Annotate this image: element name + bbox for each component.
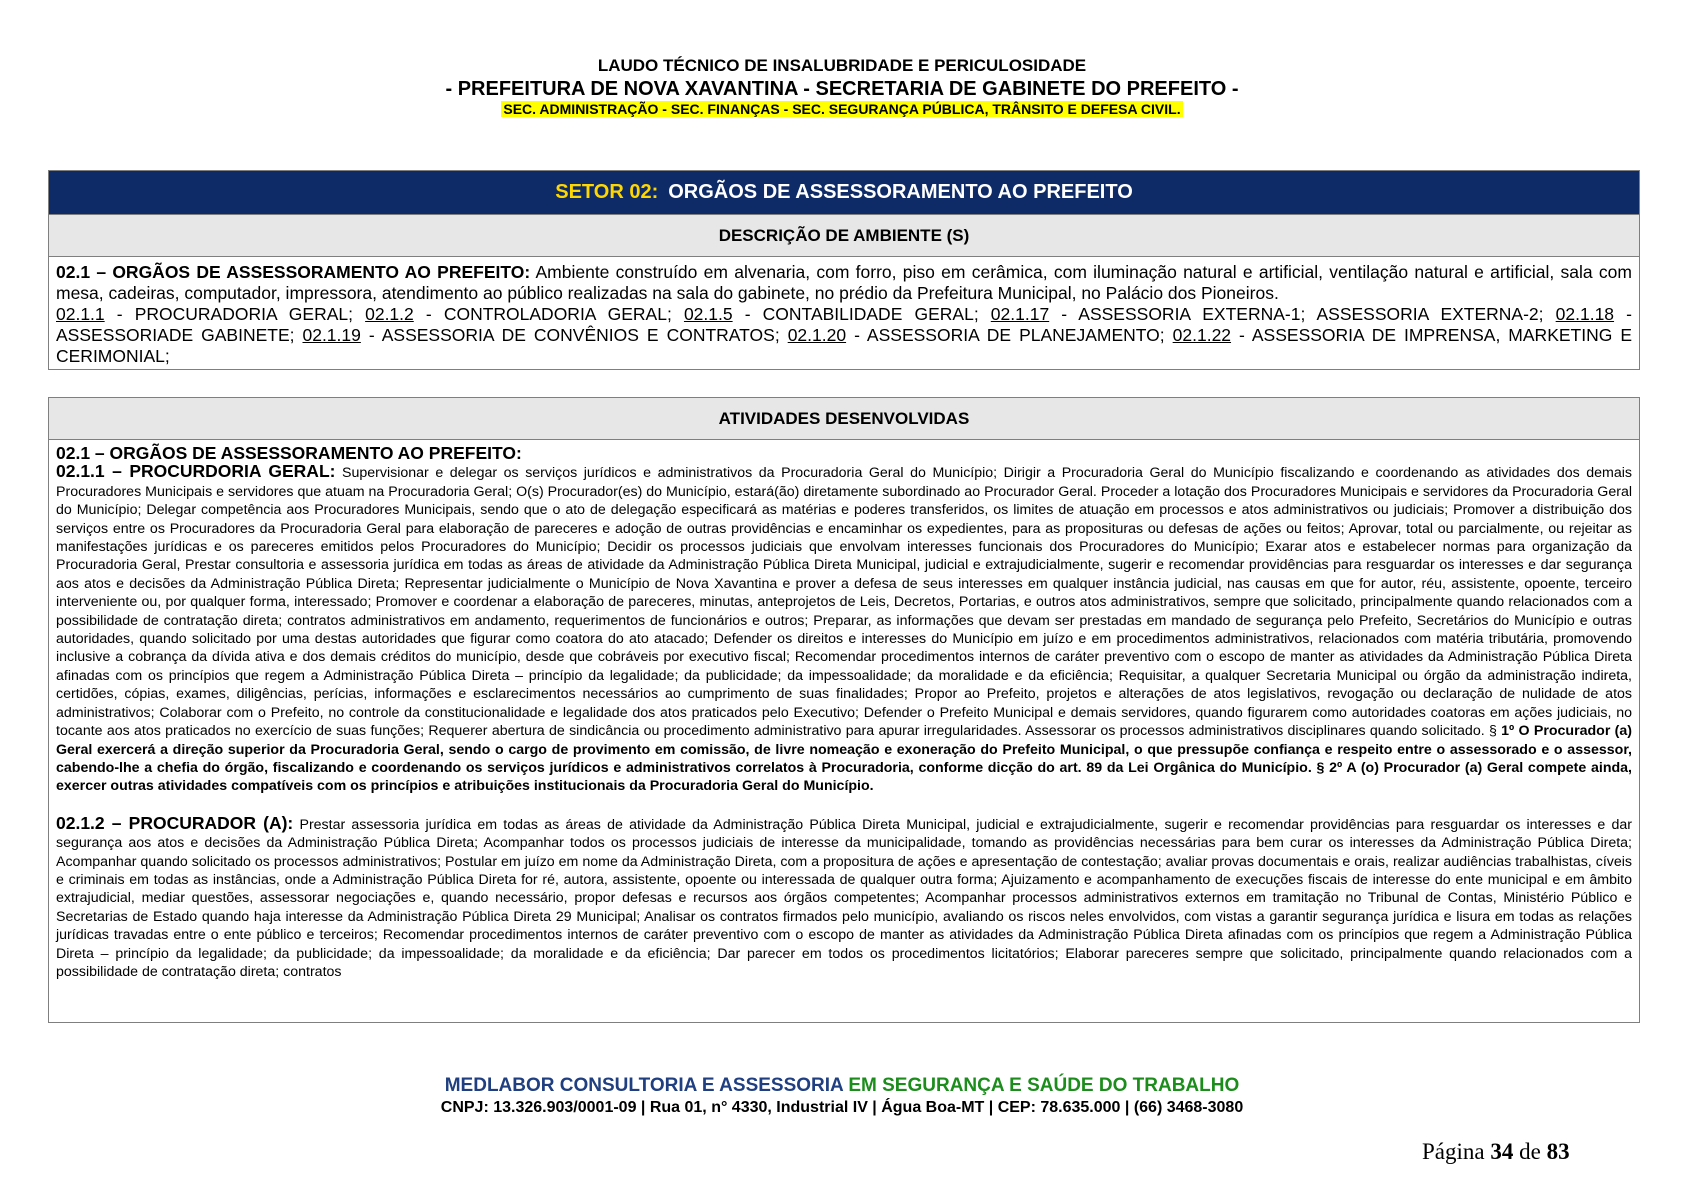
description-heading: DESCRIÇÃO DE AMBIENTE (S)	[49, 214, 1639, 257]
footer-address: CNPJ: 13.326.903/0001-09 | Rua 01, n° 4330, Industrial IV | Água Boa-MT | CEP: 78.635.000 | (66) 3468-3080	[440, 1099, 1244, 1116]
environment-name: - CONTABILIDADE GERAL;	[732, 304, 991, 324]
description-lead-text: Ambiente construído em alvenaria, com forro, piso em cerâmica, com iluminação natural e artificial, ventilação natural e artificial, sala com mesa, cadeiras, computador, impressora, atendimento ao público realizadas na sala do gabinete, no prédio da Prefeitura Municipal, no Palácio dos Pioneiros.	[56, 262, 1632, 303]
environment-code: 02.1.20	[787, 325, 847, 345]
environment-code: 02.1.18	[1555, 304, 1615, 324]
environment-code: 02.1.5	[683, 304, 733, 324]
activity-text: Supervisionar e delegar os serviços jurídicos e administrativos da Procuradoria Geral do Município; Dirigir a Procuradoria Geral do Município fiscalizando e coordenando as atividades dos demais Procuradores Municipais e servidores que atuam na Procuradoria Geral; O(s) Procurador(es) do Município, estará(ão) diretamente subordinado ao Procurador Geral. Proceder a lotação dos Procuradores Municipais e servidores da Procuradoria Geral do Município; Delegar competência aos Procuradores Municipais, sendo que o ato de delegação especificará as matérias e poderes transferidos, os limites de atuação em processos e atos administrativos ou judiciais; Promover a distribuição dos serviços entre os Procuradores da Procuradoria Geral para elaboração de pareceres e adoção de outras providências e encaminhar os expedientes, para as proposituras ou defesas de ações ou feitos; Aprovar, total ou parcialmente, ou rejeitar as manifestações jurídicas e os pareceres emitidos pelos Procuradores do Município; Decidir os processos judiciais que envolvam interesses funcionais dos Procuradores do Município; Exarar atos e estabelecer normas para organização da Procuradoria Geral, Prestar consultoria e assessoria jurídica em todas as áreas de atividade da Administração Pública Direta Municipal, judicial e extrajudicialmente, sugerir e recomendar providências para resguardar os interesses e dar segurança aos atos e decisões da Administração Pública Direta; Representar judicialmente o Município de Nova Xavantina e prover a defesa de seus interesses em qualquer instância judicial, nas causas em que for autor, réu, assistente, opoente, terceiro interveniente ou, por qualquer forma, interessado; Promover e coordenar a elaboração de pareceres, minutas, anteprojetos de Leis, Decretos, Portarias, e outros atos administrativos, sempre que solicitado, principalmente quando relacionados com a possibilidade de contratação direta; contratos administrativos em andamento, requerimentos de funcionários e outros; Preparar, as informações que devam ser prestadas em mandado de segurança pelo Prefeito, Secretários do Município e outras autoridades, quando solicitado por uma destas autoridades que figurar como coatora do ato atacado; Defender os direitos e interesses do Município em juízo e em procedimentos administrativos, relacionados com matéria tributária, promovendo inclusive a cobrança da dívida ativa e dos demais créditos do município, desde que cobráveis por executivo fiscal; Recomendar procedimentos internos de caráter preventivo com o escopo de manter as atividades da Administração Pública Direta afinadas com os princípios que regem a Administração Pública Direta – princípio da legalidade; da publicidade; da impessoalidade; da moralidade e da eficiência; Requisitar, a qualquer Secretaria Municipal ou órgão da administração indireta, certidões, cópias, exames, diligências, perícias, informações e esclarecimentos necessários ao cumprimento de suas finalidades; Propor ao Prefeito, projetos e alterações de atos legislativos, revogação ou declaração de nulidade de atos administrativos; Colaborar com o Prefeito, no controle da constitucionalidade e legalidade dos atos praticados pelo Executivo; Defender o Prefeito Municipal e demais servidores, quando figurarem como autoridades coatoras em ações judiciais, no tocante aos atos praticados no exercício de suas funções; Requerer abertura de sindicância ou procedimento administrativo para apurar irregularidades. Assessorar os processos administrativos disciplinares quando solicitado. §	[56, 465, 1632, 740]
environment-name: - ASSESSORIA DE CONVÊNIOS E CONTRATOS;	[360, 325, 788, 345]
activities-box	[48, 397, 1640, 1023]
page-word: Página	[1422, 1139, 1485, 1164]
environment-item	[684, 304, 991, 324]
document-title: LAUDO TÉCNICO DE INSALUBRIDADE E PERICULOSIDADE	[597, 56, 1087, 75]
activities-content	[49, 440, 1639, 981]
environment-name: - ASSESSORIADE GABINETE;	[56, 304, 1632, 345]
activity-title: 02.1.1 – PROCURDORIA GERAL:	[56, 461, 336, 482]
environment-name: - ASSESSORIA DE PLANEJAMENTO;	[846, 325, 1173, 345]
description-lead-title: 02.1 – ORGÃOS DE ASSESSORAMENTO AO PREFEITO:	[56, 262, 531, 282]
footer-company-area: EM SEGURANÇA E SAÚDE DO TRABALHO	[848, 1075, 1240, 1096]
activities-heading: ATIVIDADES DESENVOLVIDAS	[49, 398, 1639, 440]
environment-code: 02.1.2	[365, 304, 414, 324]
environment-item	[365, 304, 684, 324]
sector-name: ORGÃOS DE ASSESSORAMENTO AO PREFEITO	[668, 181, 1133, 203]
activity-text: Prestar assessoria jurídica em todas as áreas de atividade da Administração Pública Direta Municipal, judicial e extrajudicialmente, sugerir e recomendar providências para resguardar os interesses e dar segurança aos atos e decisões da Administração Pública Direta; Acompanhar todos os processos judiciais de interesse da municipalidade, tomando as providências necessárias para bem curar os interesses da Administração Pública Direta; Acompanhar quando solicitado os processos administrativos; Postular em juízo em nome da Administração Direta, com a propositura de ações e apresentação de contestação; avaliar provas documentais e orais, realizar audiências trabalhistas, cíveis e criminais em todas as instâncias, onde a Administração Pública Direta for ré, autora, assistente, opoente ou interessada de qualquer outra forma; Ajuizamento e acompanhamento de execuções fiscais de interesse do ente municipal e em âmbito extrajudicial, mediar questões, assessorar negociações e, quando necessário, propor defesas e recursos aos órgãos competentes; Acompanhar processos administrativos externos em tramitação no Tribunal de Contas, Ministério Público e Secretarias de Estado quando haja interesse da Administração Pública Direta 29 Municipal; Analisar os contratos firmados pelo município, avaliando os riscos neles envolvidos, com vistas a garantir segurança jurídica e lisura em todas as relações jurídicas travadas entre o ente público e terceiros; Recomendar procedimentos internos de caráter preventivo com o escopo de manter as atividades da Administração Pública Direta afinadas com os princípios que regem a Administração Pública Direta – princípio da legalidade; da publicidade; da impessoalidade; da moralidade e da eficiência; Dar parecer em todos os procedimentos licitatórios; Elaborar pareceres sempre que solicitado, principalmente quando relacionados com a possibilidade de contratação direta; contratos	[56, 816, 1632, 980]
sector-label: SETOR 02:	[555, 181, 659, 203]
activity-bold-text: 1º O Procurador (a) Geral exercerá a direção superior da Procuradoria Geral, sendo o cargo de provimento em comissão, de livre nomeação e exoneração do Prefeito Municipal, o que pressupõe confiança e respeito entre o assessorado e o assessor, cabendo-lhe a chefia do órgão, fiscalizando e coordenando os serviços jurídicos e administrativos correlatos à Procuradoria, conforme dicção do art. 89 da Lei Orgânica do Município. § 2º A (o) Procurador (a) Geral compete ainda, exercer outras atividades compatíveis com os princípios e atribuições institucionais da Procuradoria Geral do Município.	[56, 723, 1632, 795]
secretariats-highlight: SEC. ADMINISTRAÇÃO - SEC. FINANÇAS - SEC. SEGURANÇA PÚBLICA, TRÂNSITO E DEFESA CIVIL.	[503, 101, 1181, 117]
activity-procurador	[56, 814, 1632, 982]
activity-procuradoria-geral	[56, 462, 1632, 795]
page-separator: de	[1519, 1139, 1541, 1164]
environment-code: 02.1.1	[56, 304, 105, 324]
activities-group-title: 02.1 – ORGÃOS DE ASSESSORAMENTO AO PREFEITO:	[56, 443, 522, 463]
environment-name: - PROCURADORIA GERAL;	[104, 304, 366, 324]
environment-code: 02.1.17	[990, 304, 1050, 324]
footer-company	[0, 1075, 1684, 1097]
environment-item	[302, 325, 787, 345]
page-number	[1422, 1139, 1570, 1165]
environment-name: - CONTROLADORIA GERAL;	[413, 304, 684, 324]
document-secretariats	[0, 101, 1684, 117]
environment-item	[991, 304, 1556, 324]
environment-code: 02.1.22	[1172, 325, 1232, 345]
sector-description-box	[48, 170, 1640, 370]
environment-name: - ASSESSORIA DE IMPRENSA, MARKETING E CERIMONIAL;	[56, 325, 1633, 366]
footer-company-name: MEDLABOR CONSULTORIA E ASSESSORIA	[444, 1075, 844, 1096]
document-subtitle: - PREFEITURA DE NOVA XAVANTINA - SECRETARIA DE GABINETE DO PREFEITO -	[445, 78, 1239, 100]
environment-description	[49, 257, 1639, 367]
page-current: 34	[1490, 1139, 1514, 1164]
sector-title-bar	[49, 171, 1639, 214]
environment-item	[788, 325, 1173, 345]
environment-name: - ASSESSORIA EXTERNA-1; ASSESSORIA EXTERNA-2;	[1049, 304, 1556, 324]
activity-title: 02.1.2 – PROCURADOR (A):	[56, 812, 294, 833]
page-total: 83	[1546, 1139, 1570, 1164]
environment-code: 02.1.19	[302, 325, 361, 345]
environment-item	[56, 304, 365, 324]
